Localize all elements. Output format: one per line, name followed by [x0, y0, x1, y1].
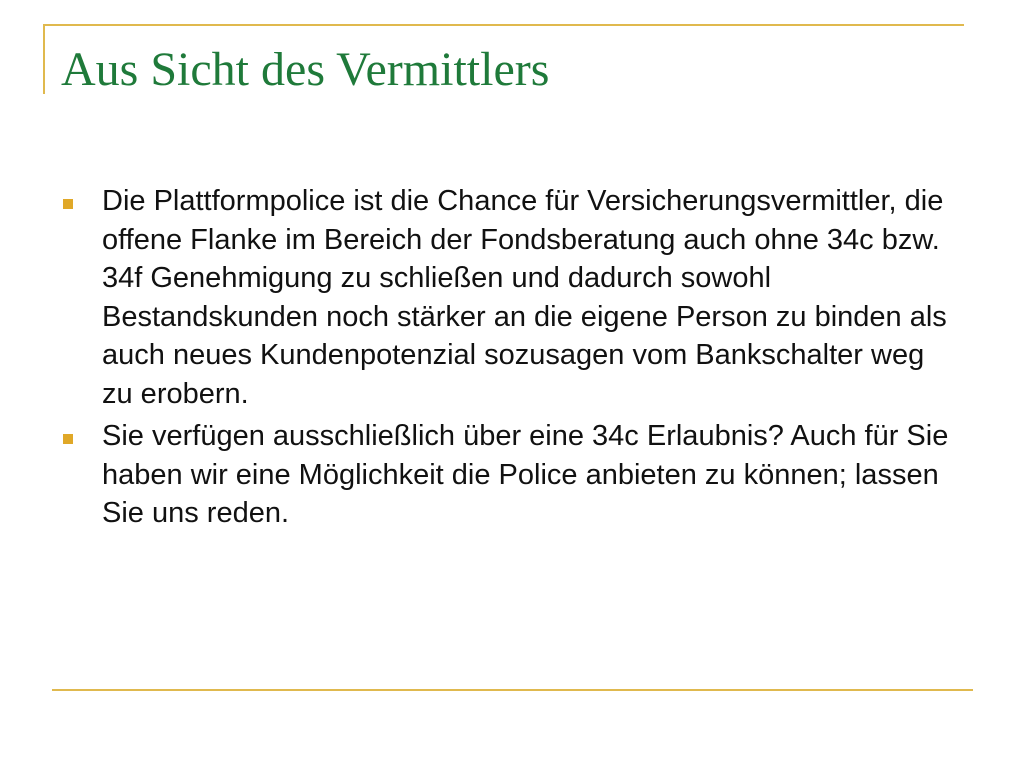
- bullet-text: Sie verfügen ausschließlich über eine 34c Erlaubnis? Auch für Sie haben wir eine Möglichkeit die Police anbieten zu können; lassen Sie uns reden.: [102, 420, 949, 529]
- square-bullet-icon: [63, 199, 73, 209]
- slide-title: Aus Sicht des Vermittlers: [61, 43, 550, 96]
- bottom-accent-line: [52, 689, 973, 691]
- square-bullet-icon: [63, 434, 73, 444]
- bullet-list: [60, 182, 960, 537]
- top-accent-line: [43, 24, 964, 26]
- bullet-item: [60, 182, 960, 413]
- bullet-text: Die Plattformpolice ist die Chance für Versicherungsvermittler, die offene Flanke im Bereich der Fondsberatung auch ohne 34c bzw. 34f Genehmigung zu schließen und dadurch sowohl Bestandskunden noch stärker an die eigene Person zu binden als auch neues Kundenpotenzial sozusagen vom Bankschalter weg zu erobern.: [102, 185, 947, 410]
- left-accent-line: [43, 24, 45, 94]
- bullet-item: [60, 417, 960, 533]
